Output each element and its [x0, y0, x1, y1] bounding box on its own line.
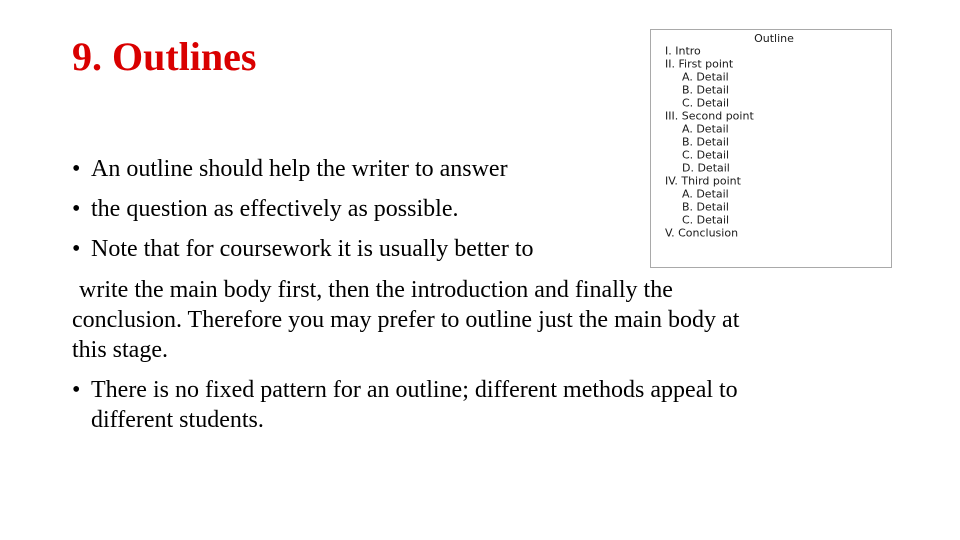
outline-item: A. Detail — [682, 123, 729, 136]
outline-item: V. Conclusion — [665, 227, 739, 240]
outline-item: C. Detail — [682, 149, 730, 162]
paragraph-line: write the main body first, then the introduction and finally the — [79, 277, 673, 303]
bullet-continuation: different students. — [91, 407, 264, 433]
bullet-item — [72, 235, 534, 263]
bullet-glyph: • — [72, 156, 81, 182]
outline-item: B. Detail — [682, 136, 729, 149]
outline-item: B. Detail — [682, 201, 729, 214]
outline-item: I. Intro — [665, 45, 701, 58]
bullet-text: An outline should help the writer to answer — [91, 156, 508, 182]
outline-item: B. Detail — [682, 84, 729, 97]
bullet-item — [72, 155, 508, 183]
outline-item: D. Detail — [682, 162, 730, 175]
outline-item: IV. Third point — [665, 175, 741, 188]
outline-item: A. Detail — [682, 71, 729, 84]
outline-image — [650, 29, 892, 268]
bullet-glyph: • — [72, 377, 81, 403]
bullet-item — [72, 195, 458, 223]
outline-item: III. Second point — [665, 110, 754, 123]
bullet-glyph: • — [72, 196, 81, 222]
outline-item: A. Detail — [682, 188, 729, 201]
slide-title: 9. Outlines — [72, 34, 257, 79]
outline-item: C. Detail — [682, 97, 730, 110]
outline-item: II. First point — [665, 58, 734, 71]
bullet-glyph: • — [72, 236, 81, 262]
bullet-text: the question as effectively as possible. — [91, 196, 459, 222]
paragraph-line: this stage. — [72, 337, 168, 363]
bullet-text: Note that for coursework it is usually better to — [91, 236, 534, 262]
outline-item: C. Detail — [682, 214, 730, 227]
bullet-item — [72, 376, 738, 404]
paragraph-line: conclusion. Therefore you may prefer to outline just the main body at — [72, 307, 740, 333]
bullet-text: There is no fixed pattern for an outline; different methods appeal to — [91, 377, 738, 403]
outline-heading: Outline — [754, 32, 794, 45]
